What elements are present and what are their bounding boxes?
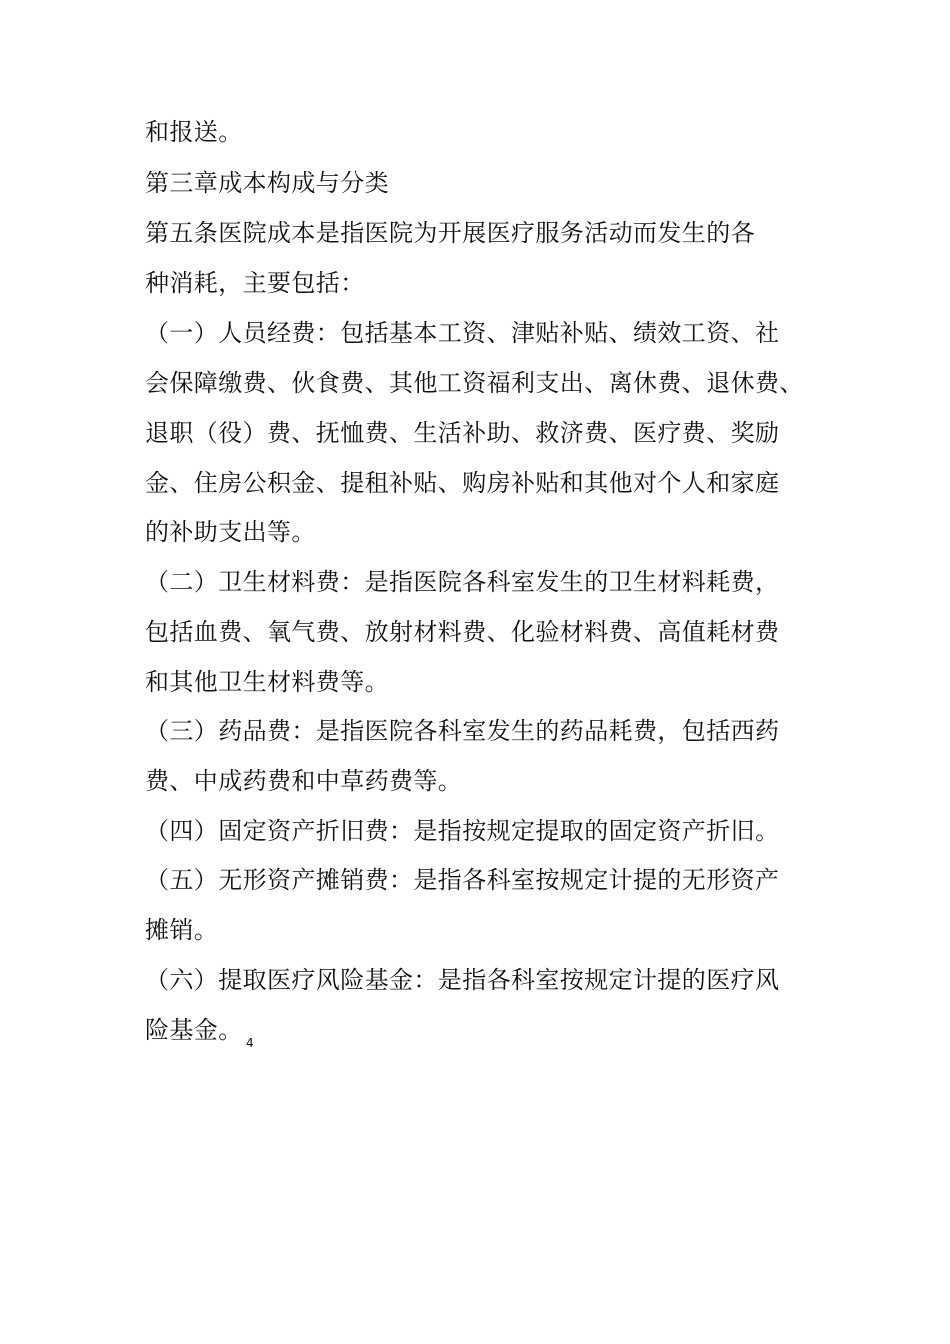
text-line: 和报送。 <box>145 118 243 146</box>
text-line: 和其他卫生材料费等。 <box>145 668 389 696</box>
text-line: 的补助支出等。 <box>145 518 316 546</box>
chapter-heading: 第三章成本构成与分类 <box>145 169 389 197</box>
text-line: 包括血费、氧气费、放射材料费、化验材料费、高值耗材费 <box>145 618 780 646</box>
text-line: 会保障缴费、伙食费、其他工资福利支出、离休费、退休费、 <box>145 369 804 397</box>
text-line: （一）人员经费：包括基本工资、津贴补贴、绩效工资、社 <box>145 319 780 347</box>
text-line: 摊销。 <box>145 916 219 944</box>
text-line: 第五条医院成本是指医院为开展医疗服务活动而发生的各 <box>145 219 755 247</box>
text-line: （三）药品费：是指医院各科室发生的药品耗费，包括西药 <box>145 717 780 745</box>
text-line: 金、住房公积金、提租补贴、购房补贴和其他对个人和家庭 <box>145 469 780 497</box>
text-line: （二）卫生材料费：是指医院各科室发生的卫生材料耗费， <box>145 568 780 596</box>
text-line: 险基金。 <box>145 1016 243 1044</box>
text-line: 退职（役）费、抚恤费、生活补助、救济费、医疗费、奖励 <box>145 419 780 447</box>
text-line: （六）提取医疗风险基金：是指各科室按规定计提的医疗风 <box>145 966 780 994</box>
text-line: 种消耗，主要包括： <box>145 269 365 297</box>
text-line: （四）固定资产折旧费：是指按规定提取的固定资产折旧。 <box>145 817 780 845</box>
page-number: 4 <box>246 1036 254 1050</box>
text-line: 费、中成药费和中草药费等。 <box>145 767 463 795</box>
text-line: （五）无形资产摊销费：是指各科室按规定计提的无形资产 <box>145 866 780 894</box>
